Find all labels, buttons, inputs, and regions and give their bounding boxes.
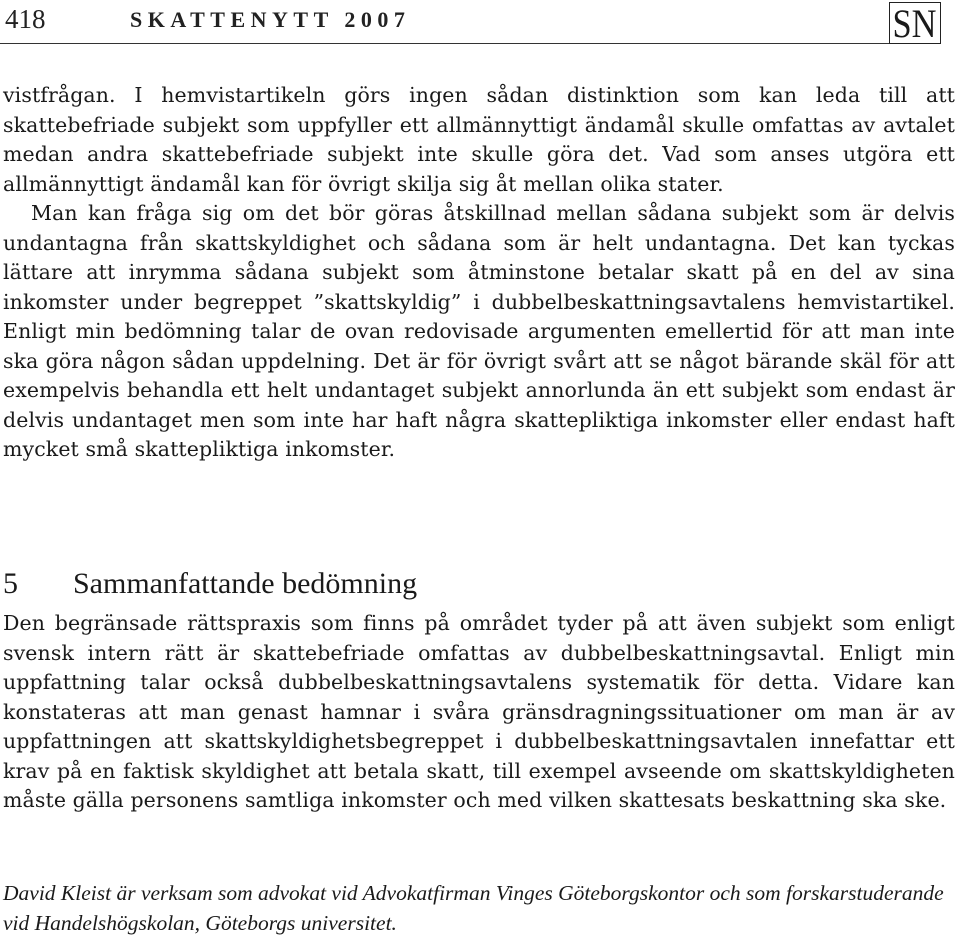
section-title: Sammanfattande bedömning: [73, 567, 418, 600]
header-rule: [0, 43, 890, 44]
sn-logo-text: SN: [892, 3, 937, 42]
body-text-summary: [3, 609, 955, 816]
section-heading: [3, 566, 417, 602]
section-number: 5: [3, 567, 18, 600]
sn-logo-mark: [890, 3, 939, 42]
paragraph-summary: Den begränsade rättspraxis som finns på området tyder på att även subjekt som enligt svensk intern rätt är skattebefriade omfattas av dubbelbeskattningsavtal. Enligt min uppfattning talar också dubbelbeskattningsavtalens systematik för detta. Vidare kan konstateras att man genast hamnar i svåra gränsdragningssituationer om man är av uppfattningen att skattskyldighetsbegreppet i dubbelbeskattningsavtalen innefattar ett krav på en faktisk skyldighet att betala skatt, till exempel avseende om skattskyldigheten måste gälla personens samtliga inkomster och med vilken skattesats beskattning ska ske.: [3, 611, 955, 812]
sn-logo: [889, 2, 941, 44]
paragraph-continuation: vistfrågan. I hemvistartikeln görs ingen sådan distinktion som kan leda till att skattebefriade subjekt som uppfyller ett allmännyttigt ändamål skulle omfattas av avtalet medan andra skattebefriade subjekt inte skulle göra det. Vad som anses utgöra ett allmännyttigt ändamål kan för övrigt skilja sig åt mellan olika stater.: [3, 83, 955, 196]
journal-title: SKATTENYTT 2007: [130, 7, 411, 32]
page-number: 418: [5, 4, 46, 34]
author-note: David Kleist är verksam som advokat vid Advokatfirman Vinges Göteborgskontor och som forskarstuderande vid Handelshögskolan, Göteborgs universitet.: [3, 881, 944, 935]
body-text-top: [3, 81, 955, 465]
running-header: [0, 0, 960, 48]
paragraph-subject-distinction: Man kan fråga sig om det bör göras åtskillnad mellan sådana subjekt som är delvis undantagna från skattskyldighet och sådana som är helt undantagna. Det kan tyckas lättare att inrymma sådana subjekt som åtminstone betalar skatt på en del av sina inkomster under begreppet ”skattskyldig” i dubbelbeskattningsavtalens hemvistartikel. Enligt min bedömning talar de ovan redovisade argumenten emellertid för att man inte ska göra någon sådan uppdelning. Det är för övrigt svårt att se något bärande skäl för att exempelvis behandla ett helt undantaget subjekt annorlunda än ett subjekt som endast är delvis undantaget men som inte har haft några skattepliktiga inkomster eller endast haft mycket små skattepliktiga inkomster.: [3, 201, 955, 461]
